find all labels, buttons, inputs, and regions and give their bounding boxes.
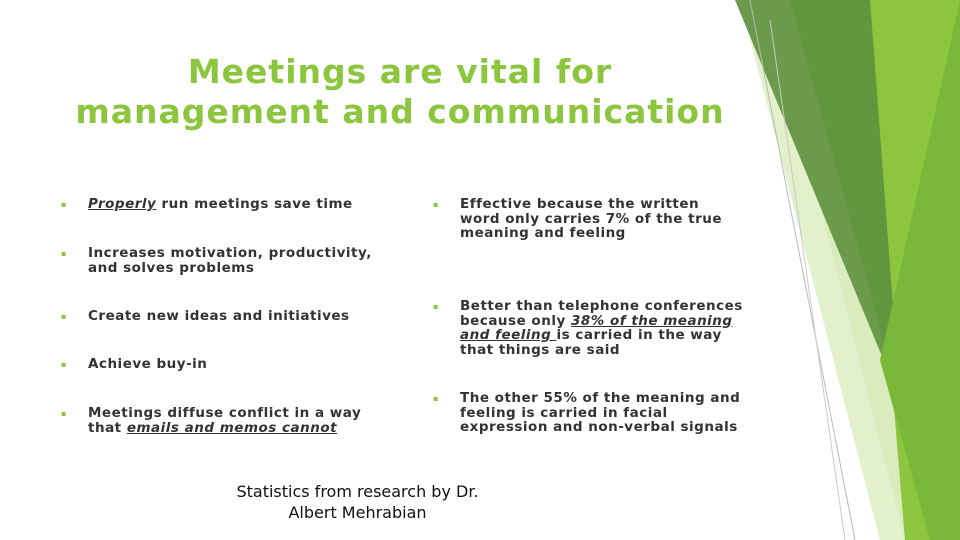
- bullet-text: Effective because the written word only carries 7% of the true meaning and feeling: [460, 196, 722, 241]
- bullet-text-cont: is carried in the way that things are said: [460, 327, 722, 358]
- left-bullet-5: [61, 405, 388, 436]
- right-bullet-1: [433, 196, 740, 241]
- bullet-marker: ▪: [61, 360, 67, 369]
- slide-title: [40, 52, 760, 132]
- left-bullet-3: [61, 308, 388, 324]
- bullet-marker: ▪: [61, 249, 67, 258]
- left-bullet-2: [61, 245, 388, 276]
- bullet-marker: ▪: [61, 312, 67, 321]
- left-bullet-4: [61, 356, 388, 372]
- bullet-marker: ▪: [433, 394, 439, 403]
- bullet-text: Increases motivation, productivity, and solves problems: [88, 245, 372, 276]
- bullet-text: Meetings diffuse conflict in a way that: [88, 405, 362, 436]
- bullet-marker: ▪: [433, 200, 439, 209]
- bullet-text: The other 55% of the meaning and feeling is carried in facial expression and non-verbal signals: [460, 390, 741, 435]
- bullet-text: Achieve buy-in: [88, 356, 208, 372]
- source-note: [225, 481, 490, 523]
- emphasis-text: Properly: [88, 196, 157, 212]
- source-line-2: Albert Mehrabian: [288, 503, 427, 522]
- left-bullet-1: [61, 196, 388, 212]
- emphasis-text: emails and memos cannot: [126, 419, 338, 436]
- bullet-text: run meetings save time: [156, 196, 353, 212]
- title-line-2: management and communication: [75, 92, 725, 131]
- bullet-marker: ▪: [61, 409, 67, 418]
- right-bullet-2: [433, 298, 750, 358]
- title-line-1: Meetings are vital for: [187, 52, 613, 91]
- emphasis-text: 38% of the meaning and feeling: [460, 312, 733, 343]
- bullet-text: Better than telephone conferences because only: [460, 298, 743, 329]
- right-bullet-3: [433, 390, 750, 435]
- source-line-1: Statistics from research by Dr.: [236, 482, 479, 501]
- bullet-text: Create new ideas and initiatives: [88, 308, 350, 324]
- bullet-marker: ▪: [433, 302, 439, 311]
- bullet-marker: ▪: [61, 200, 67, 209]
